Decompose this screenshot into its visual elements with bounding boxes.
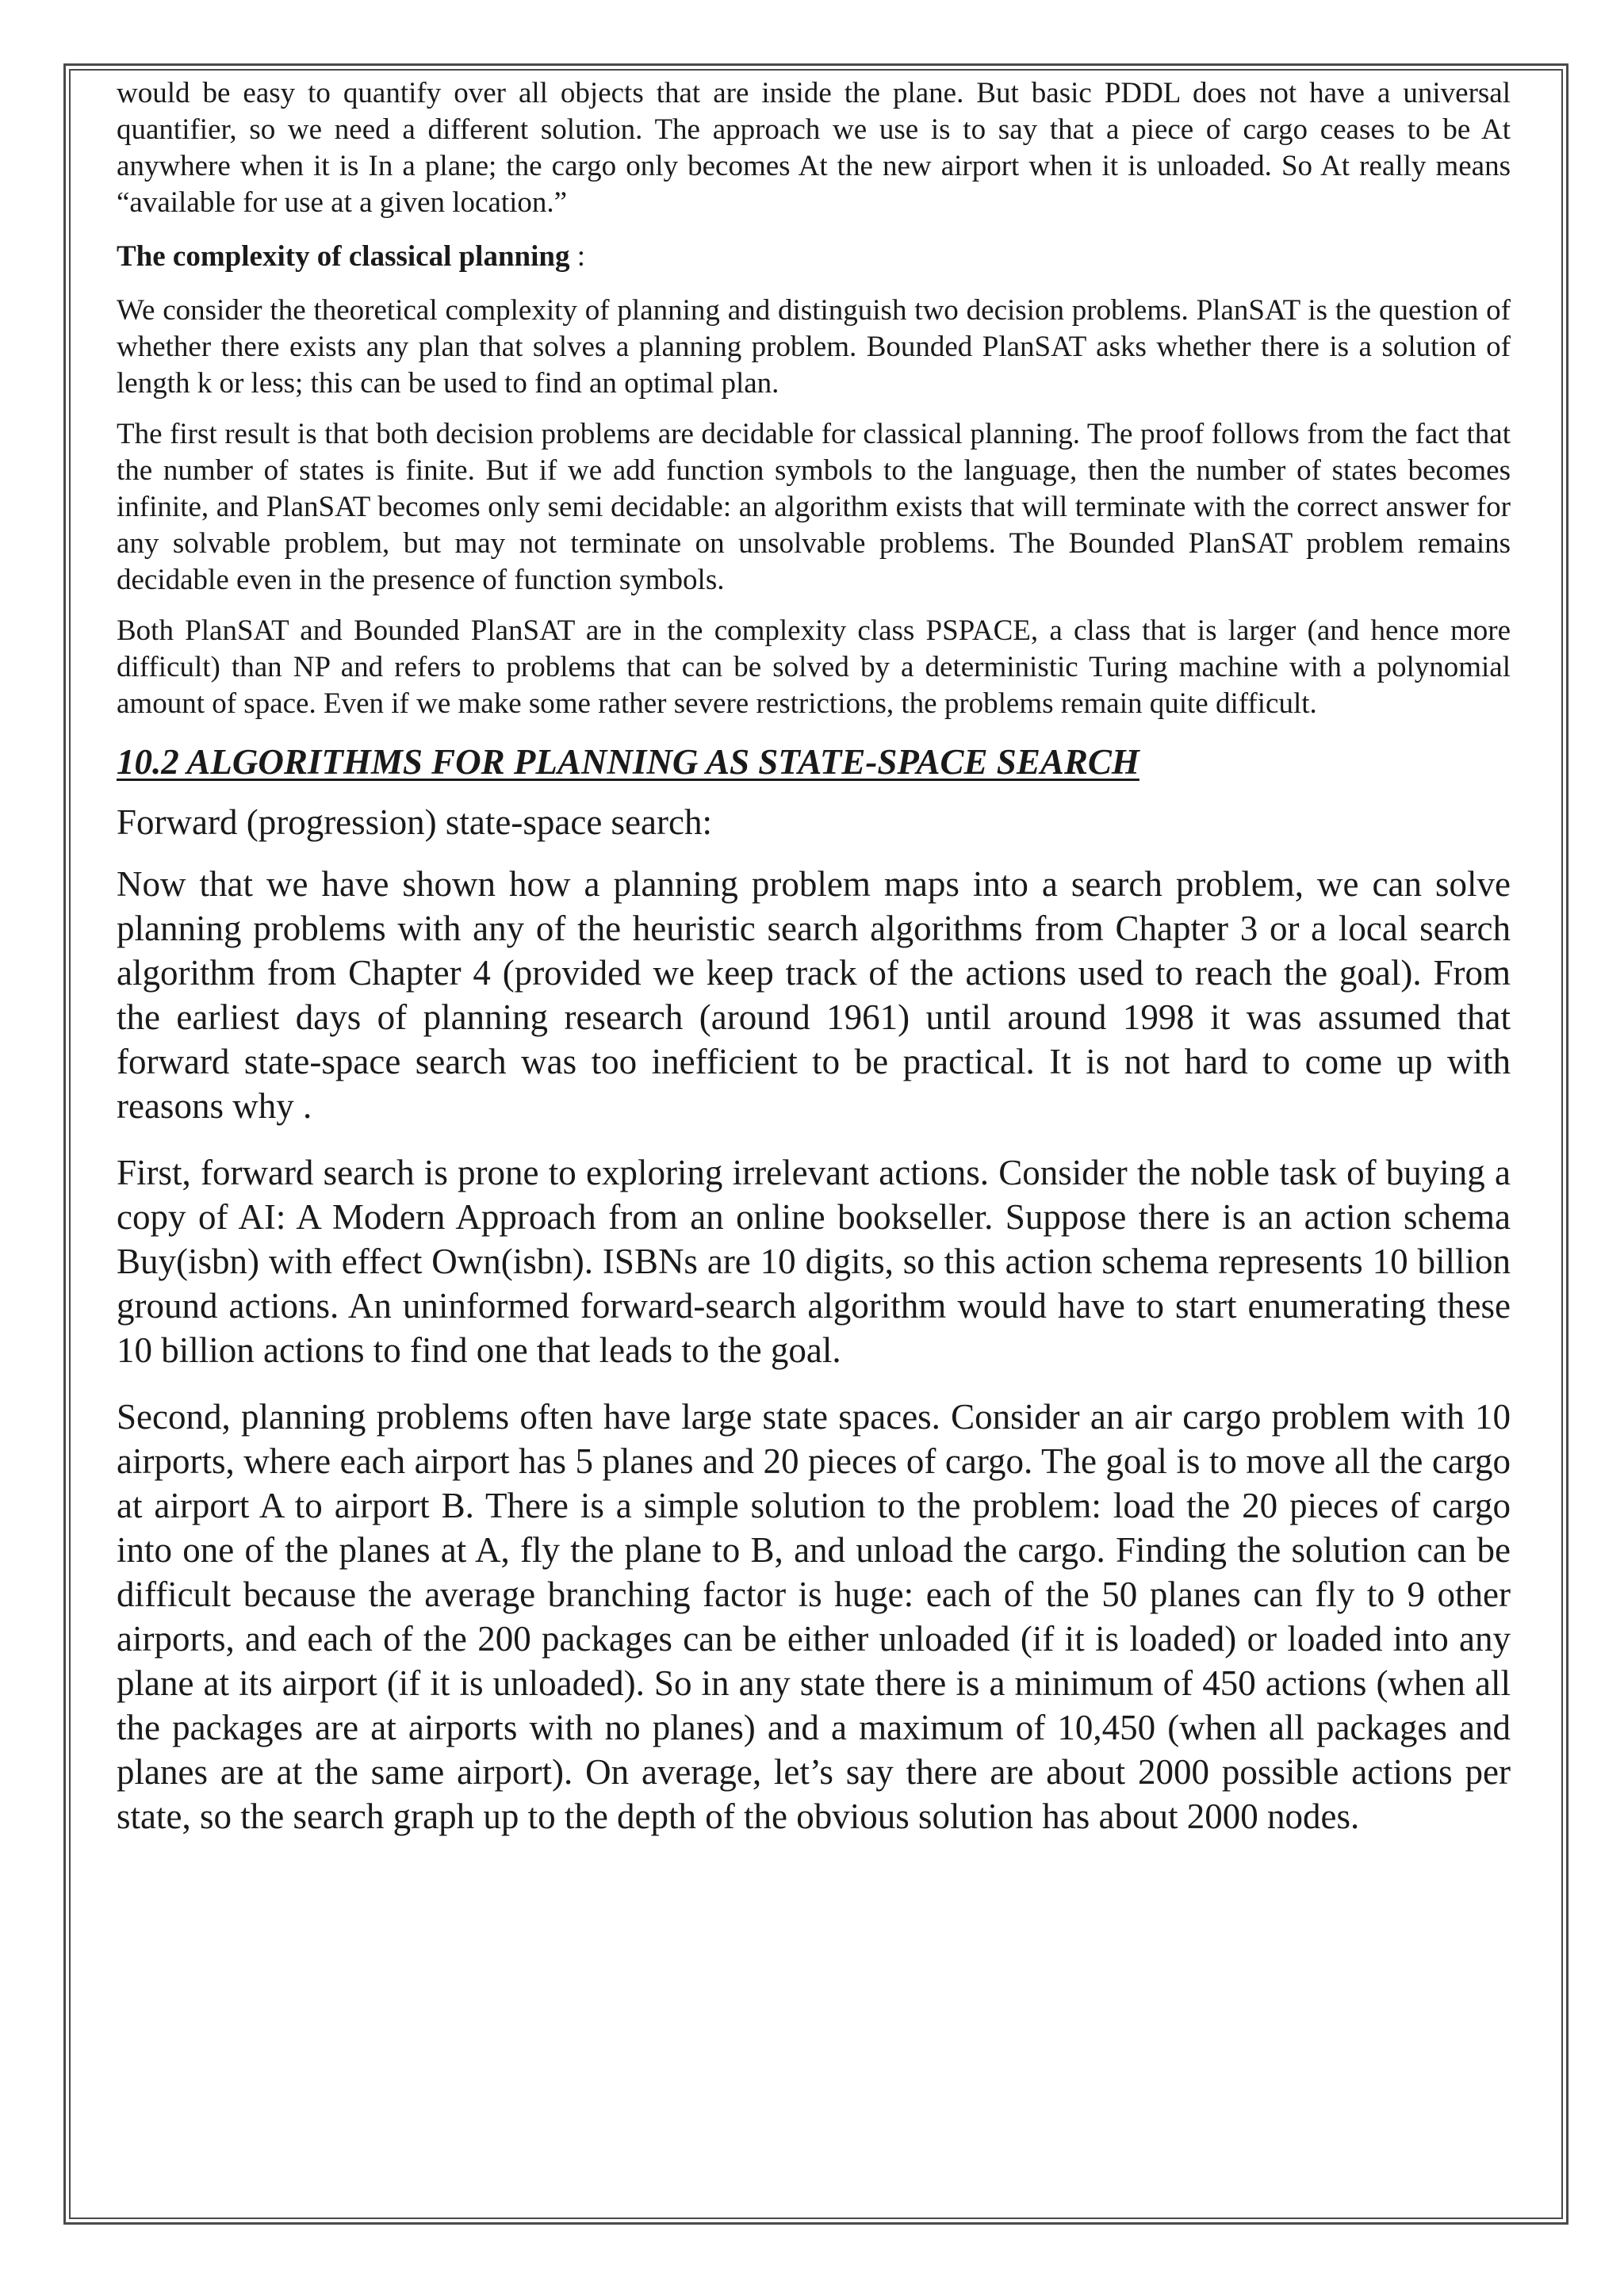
section-heading: 10.2 ALGORITHMS FOR PLANNING AS STATE-SPACE SEARCH xyxy=(117,742,1139,782)
paragraph-forward-2: First, forward search is prone to exploring irrelevant actions. Consider the noble task of buying a copy of AI: A Modern Approach from an online bookseller. Suppose there is an action schema Buy(isbn) with effect Own(isbn). ISBNs are 10 digits, so this action schema represents 10 billion ground actions. An uninformed forward-search algorithm would have to start enumerating these 10 billion actions to find one that leads to the goal. xyxy=(117,1153,1511,1370)
paragraph-forward-3: Second, planning problems often have large state spaces. Consider an air cargo problem with 10 airports, where each airport has 5 planes and 20 pieces of cargo. The goal is to move all the cargo at airport A to airport B. There is a simple solution to the problem: load the 20 pieces of cargo into one of the planes at A, fly the plane to B, and unload the cargo. Finding the solution can be difficult because the average branching factor is huge: each of the 50 planes can fly to 9 other airports, and each of the 200 packages can be either unloaded (if it is loaded) or loaded into any plane at its airport (if it is unloaded). So in any state there is a minimum of 450 actions (when all the packages are at airports with no planes) and a maximum of 10,450 (when all packages and planes are at the same airport). On average, let’s say there are about 2000 possible actions per state, so the search graph up to the depth of the obvious solution has about 2000 nodes. xyxy=(117,1397,1511,1836)
page-content xyxy=(117,75,1511,1839)
paragraph-complexity-1: We consider the theoretical complexity of planning and distinguish two decision problems. PlanSAT is the question of whether there exists any plan that solves a planning problem. Bounded PlanSAT asks whether there is a solution of length k or less; this can be used to find an optimal plan. xyxy=(117,294,1511,400)
paragraph-complexity-3: Both PlanSAT and Bounded PlanSAT are in the complexity class PSPACE, a class that is larger (and hence more difficult) than NP and refers to problems that can be solved by a deterministic Turing machine with a polynomial amount of space. Even if we make some rather severe restrictions, the problems remain quite difficult. xyxy=(117,614,1511,720)
complexity-heading-colon: : xyxy=(569,240,586,273)
paragraph-complexity-2: The first result is that both decision problems are decidable for classical planning. The proof follows from the fact that the number of states is finite. But if we add function symbols to the language, then the number of states becomes infinite, and PlanSAT becomes only semi decidable: an algorithm exists that will terminate with the correct answer for any solvable problem, but may not terminate on unsolvable problems. The Bounded PlanSAT problem remains decidable even in the presence of function symbols. xyxy=(117,418,1511,596)
paragraph-cargo: would be easy to quantify over all objects that are inside the plane. But basic PDDL does not have a universal quantifier, so we need a different solution. The approach we use is to say that a piece of cargo ceases to be At anywhere when it is In a plane; the cargo only becomes At the new airport when it is unloaded. So At really means “available for use at a given location.” xyxy=(117,77,1511,219)
complexity-heading: The complexity of classical planning xyxy=(117,240,570,273)
forward-search-subheading: Forward (progression) state-space search: xyxy=(117,802,712,842)
complexity-heading-line xyxy=(117,239,1511,275)
paragraph-forward-1: Now that we have shown how a planning problem maps into a search problem, we can solve planning problems with any of the heuristic search algorithms from Chapter 3 or a local search algorithm from Chapter 4 (provided we keep track of the actions used to reach the goal). From the earliest days of planning research (around 1961) until around 1998 it was assumed that forward state-space search was too inefficient to be practical. It is not hard to come up with reasons why . xyxy=(117,864,1511,1126)
